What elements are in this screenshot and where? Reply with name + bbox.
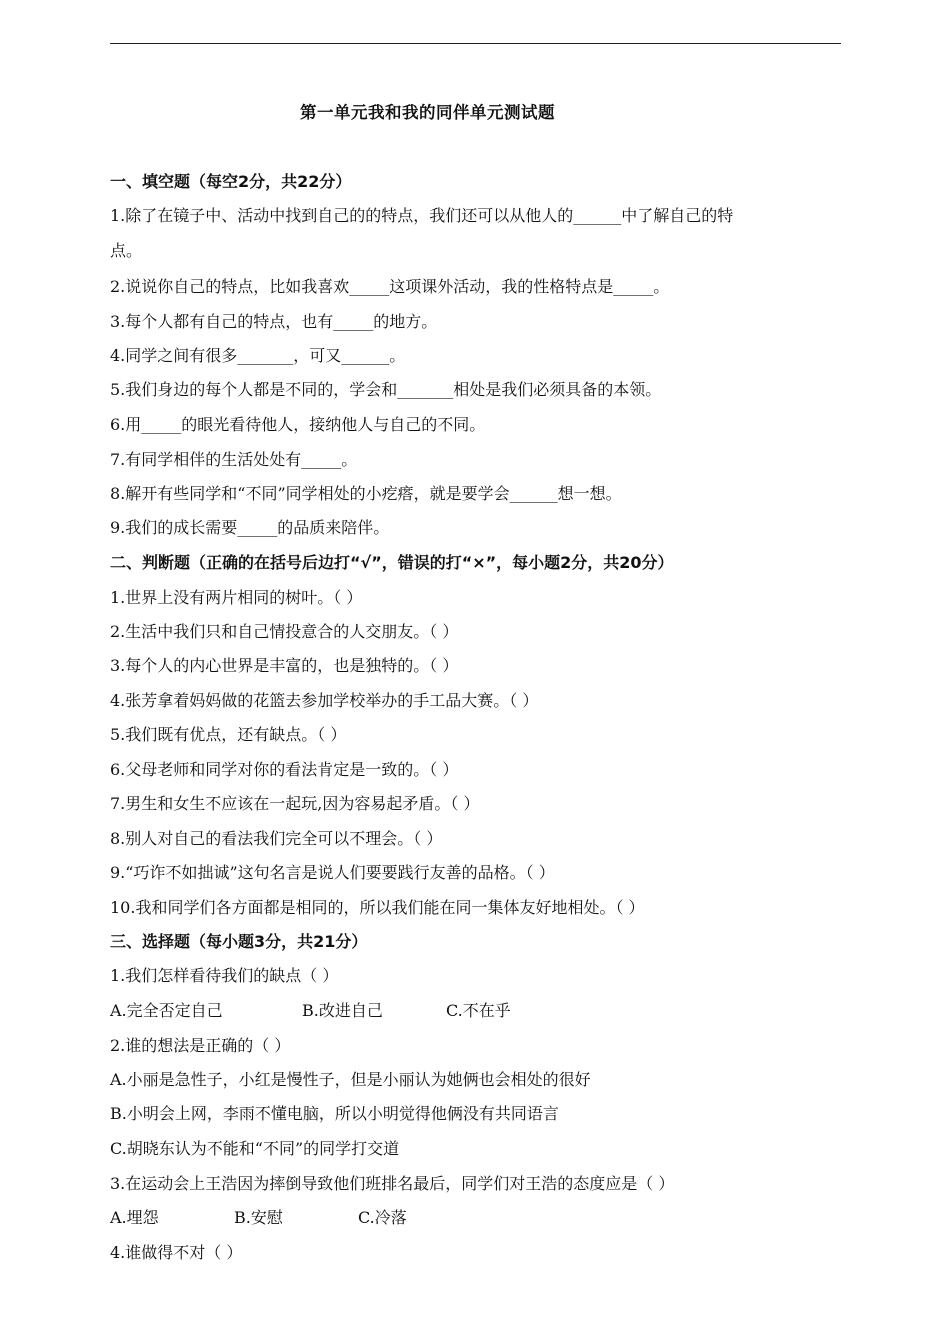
judge-item: 6.父母老师和同学对你的看法肯定是一致的。（ ） [110,760,459,779]
choice-q4: 4.谁做得不对（ ） [110,1243,243,1262]
fill-q2: 2.说说你自己的特点，比如我喜欢_____这项课外活动，我的性格特点是_____。 [110,277,670,296]
option-a: A.埋怨 [110,1208,159,1227]
fill-q7: 7.有同学相伴的生活处处有_____。 [110,450,358,469]
option-b: B.改进自己 [302,1001,383,1020]
fill-q8: 8.解开有些同学和“不同”同学相处的小疙瘩，就是要学会______想一想。 [110,484,622,503]
fill-q1-line1: 1.除了在镜子中、活动中找到自己的的特点，我们还可以从他人的______中了解自己的特 [110,206,734,225]
header-rule [110,43,841,44]
fill-q1-line2: 点。 [110,241,143,260]
judge-item: 5.我们既有优点，还有缺点。（ ） [110,725,347,744]
fill-q6: 6.用_____的眼光看待他人，接纳他人与自己的不同。 [110,415,486,434]
fill-q3: 3.每个人都有自己的特点，也有_____的地方。 [110,312,438,331]
choice-q2-option-b: B.小明会上网，李雨不懂电脑，所以小明觉得他俩没有共同语言 [110,1104,559,1123]
judge-item: 2.生活中我们只和自己情投意合的人交朋友。（ ） [110,622,459,641]
choice-q2: 2.谁的想法是正确的（ ） [110,1036,291,1055]
judge-item: 7.男生和女生不应该在一起玩,因为容易起矛盾。（ ） [110,794,480,813]
judge-item: 1.世界上没有两片相同的树叶。（ ） [110,588,363,607]
choice-q2-option-c: C.胡晓东认为不能和“不同”的同学打交道 [110,1139,400,1158]
page-title: 第一单元我和我的同伴单元测试题 [300,103,555,122]
option-c: C.冷落 [358,1208,407,1227]
judge-item: 4.张芳拿着妈妈做的花篮去参加学校举办的手工品大赛。（ ） [110,691,539,710]
judge-item: 3.每个人的内心世界是丰富的，也是独特的。（ ） [110,656,459,675]
option-c: C.不在乎 [446,1001,511,1020]
choice-q3-options [110,1208,407,1228]
section3-heading: 三、选择题（每小题3分，共21分） [110,932,368,951]
choice-q1-options [110,1001,511,1021]
choice-q1: 1.我们怎样看待我们的缺点（ ） [110,966,339,985]
section2-heading: 二、判断题（正确的在括号后边打“√”，错误的打“×”，每小题2分，共20分） [110,553,674,572]
judge-item: 8.别人对自己的看法我们完全可以不理会。（ ） [110,829,443,848]
fill-q5: 5.我们身边的每个人都是不同的，学会和_______相处是我们必须具备的本领。 [110,380,662,399]
choice-q2-option-a: A.小丽是急性子，小红是慢性子，但是小丽认为她俩也会相处的很好 [110,1070,591,1089]
option-a: A.完全否定自己 [110,1001,223,1020]
section1-heading: 一、填空题（每空2分，共22分） [110,172,352,191]
fill-q4: 4.同学之间有很多_______，可又______。 [110,346,406,365]
judge-item: 9.“巧诈不如拙诚”这句名言是说人们要要践行友善的品格。（ ） [110,863,555,882]
judge-item: 10.我和同学们各方面都是相同的，所以我们能在同一集体友好地相处。（ ） [110,898,645,917]
option-b: B.安慰 [234,1208,283,1227]
fill-q9: 9.我们的成长需要_____的品质来陪伴。 [110,518,390,537]
choice-q3: 3.在运动会上王浩因为摔倒导致他们班排名最后，同学们对王浩的态度应是（ ） [110,1174,675,1193]
